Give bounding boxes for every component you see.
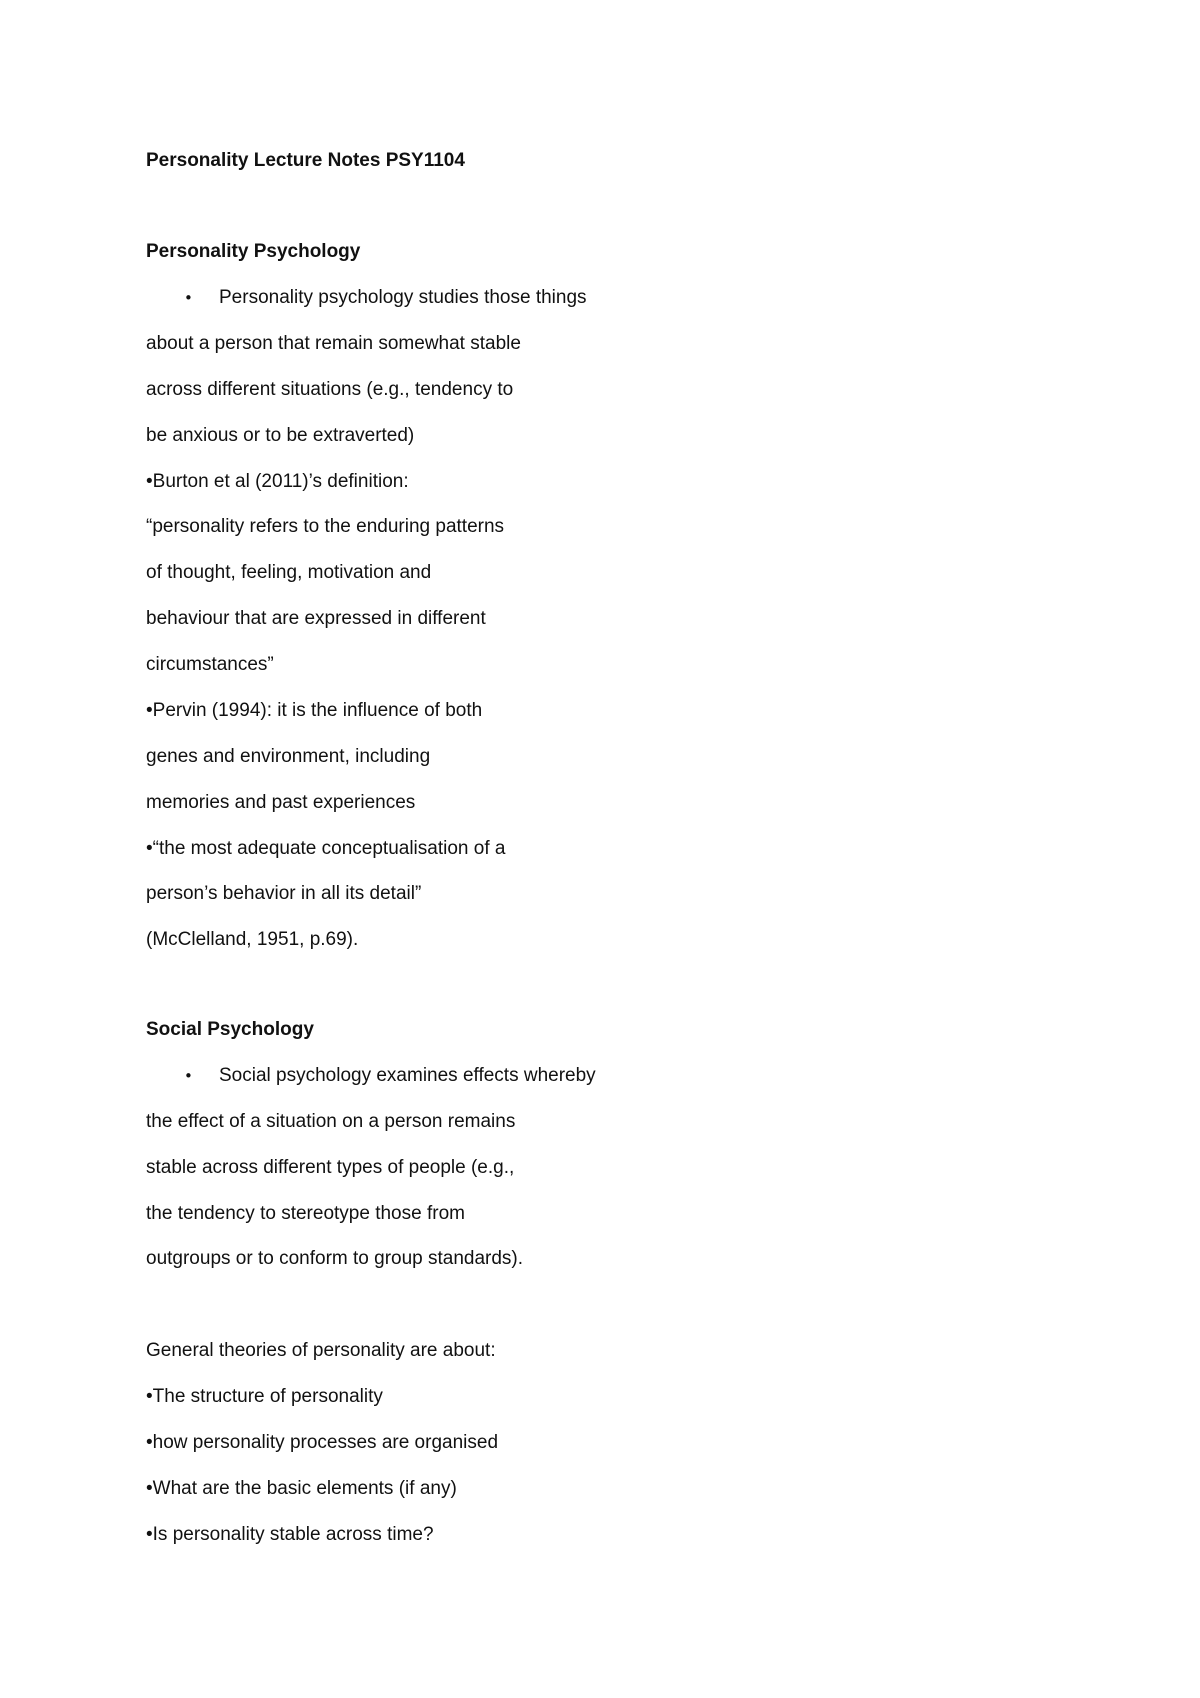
body-line: the effect of a situation on a person remains xyxy=(146,1111,516,1132)
body-line: person’s behavior in all its detail” xyxy=(146,883,422,904)
body-line: circumstances” xyxy=(146,654,274,675)
body-line: (McClelland, 1951, p.69). xyxy=(146,929,359,950)
body-line: stable across different types of people (e.g., xyxy=(146,1157,515,1178)
body-line: about a person that remain somewhat stable xyxy=(146,333,521,354)
body-line: memories and past experiences xyxy=(146,792,416,813)
body-line: •Pervin (1994): it is the influence of both xyxy=(146,700,483,721)
body-line: behaviour that are expressed in different xyxy=(146,608,486,629)
bullet-text: Personality psychology studies those things xyxy=(219,287,587,308)
theories-intro: General theories of personality are about: xyxy=(146,1340,496,1361)
document-title: Personality Lecture Notes PSY1104 xyxy=(146,150,465,171)
bullet-icon: • xyxy=(184,289,193,307)
list-item: •Is personality stable across time? xyxy=(146,1524,434,1545)
bullet-text: Social psychology examines effects whereby xyxy=(219,1065,596,1086)
body-line: •Burton et al (2011)’s definition: xyxy=(146,471,409,492)
list-item: •The structure of personality xyxy=(146,1386,383,1407)
list-item: •how personality processes are organised xyxy=(146,1432,499,1453)
body-line: “personality refers to the enduring patterns xyxy=(146,516,505,537)
body-line: of thought, feeling, motivation and xyxy=(146,562,432,583)
body-line: the tendency to stereotype those from xyxy=(146,1203,465,1224)
section-heading-personality-psychology: Personality Psychology xyxy=(146,241,361,262)
body-line: across different situations (e.g., tendency to xyxy=(146,379,514,400)
section-heading-social-psychology: Social Psychology xyxy=(146,1019,314,1040)
body-line: be anxious or to be extraverted) xyxy=(146,425,415,446)
body-line: •“the most adequate conceptualisation of a xyxy=(146,838,506,859)
body-line: outgroups or to conform to group standards). xyxy=(146,1248,524,1269)
bullet-icon: • xyxy=(184,1067,193,1085)
list-item: •What are the basic elements (if any) xyxy=(146,1478,457,1499)
body-line: genes and environment, including xyxy=(146,746,431,767)
